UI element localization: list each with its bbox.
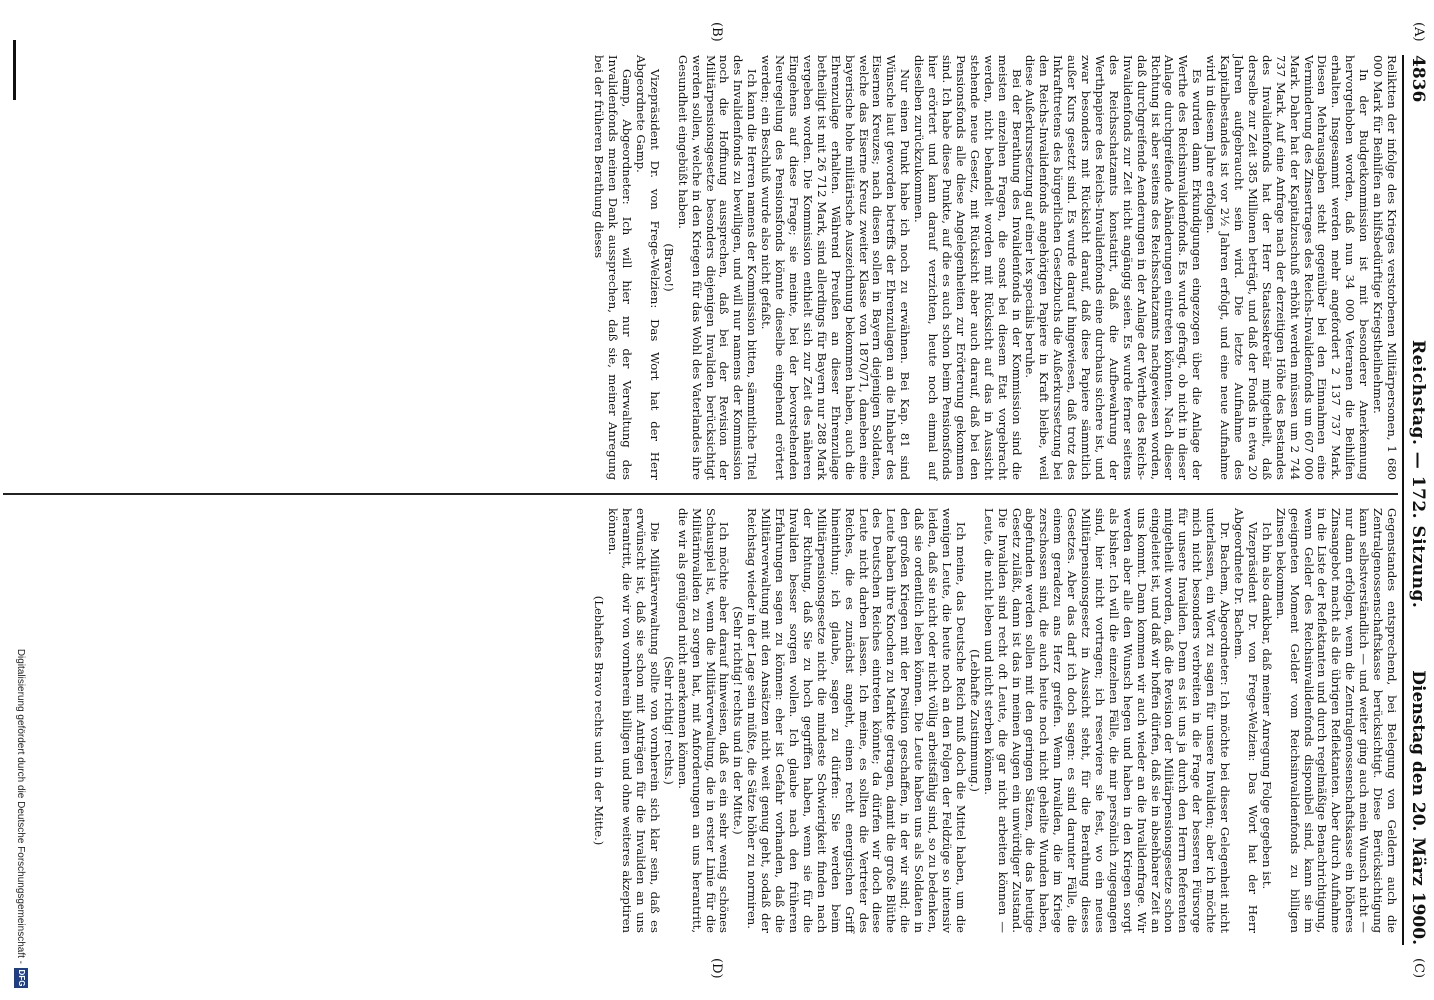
column-rule <box>3 493 1398 495</box>
right-column <box>591 508 1398 933</box>
digitization-credit: Digitalisierung gefördert durch die Deutsche Forschungsgemeinschaft - <box>15 648 26 964</box>
paragraph: Bei der Berathung des Invalidenfonds in der Kommission sind die meisten einzelnen Fragen, die sonst bei diesem Etat vorgebracht werden, nicht behandelt worden mit Rücksicht auf das in Aussicht stehende neue Gesetz, mit Rücksicht aber auch darauf, daß bei den Pensionsfonds alle diese Angelegenheiten zur Erörterung gekommen sind. Ich habe diese Punkte, auf die es auch schon beim Pensionsfonds hier erörtert und kann darauf verzichten, heute noch einmal auf dieselben zurückzukommen. <box>912 55 1024 480</box>
interjection-note: (Sehr richtig! rechts.) <box>661 656 676 785</box>
paragraph: Ich kann die Herren namens der Kommission bitten, sämmtliche Titel des Invalidenfonds zu bewilligen, und will nur namens der Kommission noch die Hoffnung aussprechen, daß bei der Revision der Militärpensionsgesetze besonders diejenigen Invaliden berücksichtigt werden sollen, welche in den Kriegen für das Wohl des Vaterlandes ihre Gesundheit eingebüßt haben. <box>675 55 760 480</box>
speaker-paragraph: Vizepräsident Dr. von Frege-Welzien: Das Wort hat der Herr Abgeordnete Dr. Bachem. <box>1232 508 1260 933</box>
margin-mark-a: (A) <box>1411 22 1426 42</box>
paragraph: Es wurden dann Erkundigungen eingezogen über die Anlage der Werthe des Reichsinvalidenfonds. Es wurde gefragt, ob nicht in dieser Anlage durchgreifende Abänderungen eintreten könnten. Nach dieser Richtung ist aber seitens des Reichsschatzamts nachgewiesen worden, daß durchgreifende Aenderungen in der Anlage der Werthe des Reichs-Invalidenfonds zur Zeit nicht angängig seien. Es wurde ferner seitens des Reichsschatzamts konstatirt, daß die Aufbewahrung der Werthpapiere des Reichs-Invalidenfonds eine durchaus sichere ist, und zwar besonders mit Rücksicht darauf, daß diese Papiere sämmtlich außer Kurs gesetzt sind. Es wurde darauf hingewiesen, daß trotz des Inkrafttretens des bürgerlichen Gesetzbuchs die Außerkurssetzung bei den Reichs-Invalidenfonds angehörigen Papiere in Kraft bleibe, weil diese Außerkurssetzung auf einer lex specialis beruhe. <box>1023 55 1205 480</box>
speaker-paragraph: Vizepräsident Dr. von Frege-Welzien: Das Wort hat der Herr Abgeordnete Gamp. <box>634 55 662 480</box>
paragraph: Ich möchte aber darauf hinweisen, daß es ein sehr wenig schönes Schauspiel ist, wenn die Militärverwaltung, die in erster Linie für die Militärinvaliden zu sorgen hat, mit Anforderungen an uns herantritt, die wir als genügend nicht anerkennen können. <box>675 508 732 933</box>
speaker-paragraph: Gamp, Abgeordneter: Ich will hier nur der Verwaltung des Invalidenfonds meinen Dank aussprechen, daß sie, meiner Anregung bei der früheren Berathung dieses <box>592 55 635 480</box>
interjection-note: (Lebhaftes Bravo rechts und in der Mitte.) <box>592 595 607 846</box>
interjection-note: (Sehr richtig! rechts und in der Mitte.) <box>731 606 746 835</box>
paragraph: In der Budgetkommission ist mit besonderer Anerkennung hervorgehoben worden, daß nun 34 000 Veteranen die Beihilfen erhalten. Insgesammt werden mehr angefordert 2 137 737 Mark. Diesen Mehrausgaben steht gegenüber bei den Einnahmen eine Verminderung des Zinsertrages des Reichs-Invalidenfonds um 607 000 Mark. Daher hat der Kapitalzuschuß erhöht werden müssen um 2 744 737 Mark. Auf eine Anfrage nach der derzeitigen Höhe des Bestandes des Invalidenfonds hat der Herr Staatssekretär mitgetheilt, daß derselbe zur Zeit 385 Millionen beträgt, und daß der Fonds in etwa 20 Jahren aufgebraucht sein wird. Die letzte Aufnahme des Kapitalbestandes ist vor 2½ Jahren erfolgt, und eine neue Aufnahme wird in diesem Jahre erfolgen. <box>1204 55 1372 480</box>
running-head: Reichstag. — 172. Sitzung. <box>1408 340 1428 609</box>
paragraph: Die Militärverwaltung sollte von vornherein sich klar sein, daß es erwünscht ist, daß sie schon mit Anträgen für die Invaliden an uns herantritt, die wir von vornherein billigen und ohne weiteres akzeptiren können. <box>606 508 662 934</box>
paragraph: Ich bin also dankbar, daß meiner Anregung Folge gegeben ist. <box>1259 522 1274 890</box>
applause-note: (Bravo!) <box>661 243 676 292</box>
page-date: Dienstag den 20. März 1900. <box>1408 670 1428 945</box>
paragraph: Nur einen Punkt habe ich noch zu erwähnen. Bei Kap. 81 sind Wünsche laut geworden betreffs der Ehrenzulagen an die Inhaber des Eisernen Kreuzes; nach diesen sollen in Bayern diejenigen Soldaten, welche das Eiserne Kreuz zweiter Klasse von 1870/71, daneben eine bayerische hohe militärische Auszeichnung bekommen haben, auch die Ehrenzulage erhalten. Während Preußen an dieser Ehrenzulage betheiligt ist mit 26 712 Mark, sind allerdings für Bayern nur 288 Mark vergeben worden. Die Kommission enthielt sich zur Zeit des näheren Eingehens auf diese Frage; sie meinte, bei der bevorstehenden Neuregelung des Pensionsfonds könnte dieselbe eingehend erörtert werden; ein Beschluß wurde also nicht gefaßt. <box>759 55 913 480</box>
interjection-note: (Lebhafte Zustimmung.) <box>967 649 982 792</box>
paragraph: Ich meine, das Deutsche Reich muß doch die Mittel haben, um die wenigen Leute, die heute noch an den Folgen der Feldzüge so intensiv leiden, daß sie nicht oder nicht völlig arbeitsfähig sind, so zu bedenken, daß sie ordentlich leben können. Die Leute haben uns als Soldaten in den großen Kriegen mit der Position geschaffen, in der wir sind; die Leute haben ihre Knochen zu Markte getragen, damit die große Blüthe des Deutschen Reiches eintreten könnte; da dürfen wir doch diese Leute nicht darben lassen. Ich meine, es sollten die Vertreter des Reiches, die es zunächst angeht, einen recht energischen Griff hineinthun; ich glaube, sagen zu dürfen: Sie werden beim Militärpensionsgesetze nicht die mindeste Schwierigkeit finden nach der Richtung, daß Sie zu hoch gegriffen haben, wenn sie für die Invaliden besser sorgen wollen. Ich glaube nach den früheren Erfahrungen sagen zu können: eher ist Gefahr vorhanden, daß die Militärverwaltung mit den Ansätzen nicht weit genug geht, sodaß der Reichstag wieder in der Lage sein müßte, die Sätze höher zu normiren. <box>745 508 968 933</box>
speaker-paragraph: Dr. Bachem, Abgeordneter: Ich möchte bei dieser Gelegenheit nicht unterlassen, ein Wort zu sagen für unsere Invaliden; aber ich möchte mich nicht besonders verbreiten in die Frage der besseren Fürsorge für unsere Invaliden. Denn es ist uns ja durch den Herrn Referenten mitgetheilt worden, daß die Revision der Militärpensionsgesetze schon eingeleitet ist, und daß wir hoffen dürfen, daß sie in absehbarer Zeit an uns kommt. Dann kommen wir auch wieder an die Invalidenfrage. Wir werden aber alle den Wunsch hegen und haben in den Kriegen sorgt als bisher. Ich will die einzelnen Fälle, die mir persönlich zugegangen sind, hier nicht vortragen; ich reserviere sie fest, wo ein neues Militärpensionsgesetz in Aussicht steht, für die Berathung dieses Gesetzes. Aber das darf ich doch sagen: es sind darunter Fälle, die einem geradezu ans Herz greifen. Wenn Invaliden, die im Kriege zerschossen sind, die auch heute noch nicht geheilte Wunden haben, abgefunden werden sollen mit den geringen Sätzen, die das heutige Gesetz zuläßt, dann ist das in meinen Augen ein unwürdiger Zustand. Die Invaliden sind recht oft Leute, die gar nicht arbeiten können — Leute, die nicht leben und nicht sterben können. <box>981 508 1233 933</box>
left-column <box>591 55 1398 480</box>
paragraph: Gegenstandes entsprechend, bei Belegung von Geldern auch die Zentralgenossenschaftskasse berücksichtigt. Diese Berücksichtigung kann selbstverständlich — und weiter ging auch mein Wunsch nicht — nur dann erfolgen, wenn die Zentralgenossenschaftskasse ein höheres Zinsangebot macht als die übrigen Reflektanten. Aber durch Aufnahme in die Liste der Reflektanten und durch regelmäßige Benachrichtigung, wenn Gelder des Reichsinvalidenfonds disponibel sind, kann sie im geeigneten Moment Gelder vom Reichsinvalidenfonds zu billigen Zinsen bekommen. <box>1273 508 1399 933</box>
dfg-logo: DFG <box>14 968 28 988</box>
digitization-footer <box>8 0 30 990</box>
page-number: 4836 <box>1408 55 1428 103</box>
margin-mark-b: (B) <box>709 22 724 42</box>
page-header <box>1404 55 1428 945</box>
header-rule <box>1402 55 1404 945</box>
margin-mark-d: (D) <box>709 958 724 979</box>
paragraph: Reliktten der infolge des Krieges verstorbenen Militärpersonen, 1 680 000 Mark für Beihilfen an hilfsbedürftige Kriegstheilnehmer. <box>1371 55 1399 480</box>
scan-edge-mark <box>13 40 16 100</box>
margin-mark-c: (C) <box>1411 958 1426 979</box>
